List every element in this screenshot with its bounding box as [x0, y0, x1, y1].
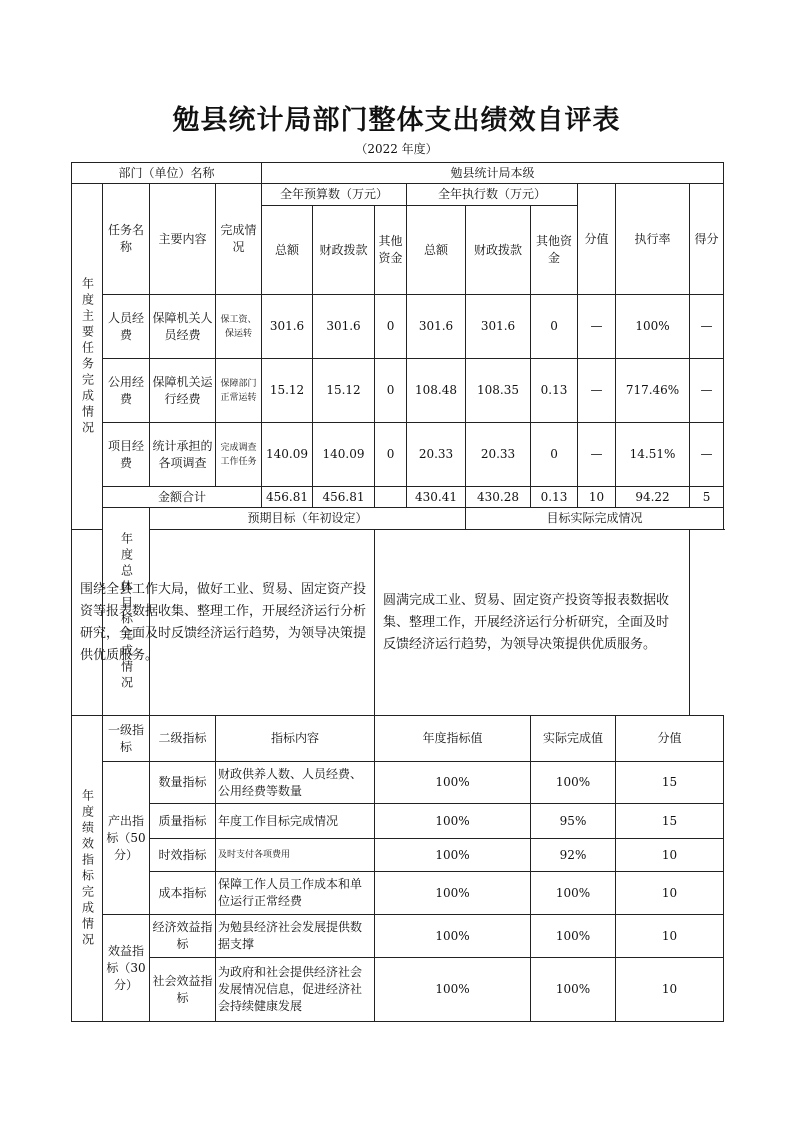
- exec-fiscal: 20.33: [466, 423, 531, 487]
- target-value: 100%: [375, 839, 531, 872]
- table-row: [72, 423, 724, 487]
- score: —: [578, 359, 616, 423]
- sum-row: [72, 487, 724, 508]
- sum-exec-rate: 94.22: [616, 487, 690, 508]
- actual-goal-text: 圆满完成工业、贸易、固定资产投资等报表数据收集、整理工作，开展经济运行分析研究，全面及时反馈经济运行趋势，为领导决策提供优质服务。: [375, 530, 690, 716]
- target-value: 100%: [375, 872, 531, 915]
- exec-other: 0.13: [531, 359, 578, 423]
- indicator-content: 为政府和社会提供经济社会发展情况信息，促进经济社会持续健康发展: [216, 958, 375, 1022]
- task-content: 统计承担的各项调查: [150, 423, 216, 487]
- task-content: 保障机关运行经费: [150, 359, 216, 423]
- exec-fiscal: 108.35: [466, 359, 531, 423]
- sum-exec-total: 430.41: [407, 487, 466, 508]
- sum-exec-other: 0.13: [531, 487, 578, 508]
- sum-label: 金额合计: [103, 487, 262, 508]
- header-budget-fiscal: 财政拨款: [313, 206, 375, 295]
- sum-score: 10: [578, 487, 616, 508]
- sum-exec-fiscal: 430.28: [466, 487, 531, 508]
- sum-budget-other: [375, 487, 407, 508]
- indicator-content: 保障工作人员工作成本和单位运行正常经费: [216, 872, 375, 915]
- header-indicator-content: 指标内容: [216, 716, 375, 762]
- exec-total: 20.33: [407, 423, 466, 487]
- target-value: 100%: [375, 958, 531, 1022]
- header-main-content: 主要内容: [150, 184, 216, 295]
- got: —: [690, 359, 724, 423]
- indicator-content: 年度工作目标完成情况: [216, 804, 375, 839]
- header-actual-value: 实际完成值: [531, 716, 616, 762]
- budget-total: 15.12: [262, 359, 313, 423]
- indicator-score: 10: [616, 915, 724, 958]
- budget-other: 0: [375, 295, 407, 359]
- header-exec-other: 其他资金: [531, 206, 578, 295]
- header-budget-other: 其他资金: [375, 206, 407, 295]
- header-execution: 全年执行数（万元）: [407, 184, 578, 206]
- benefit-indicator-group: 效益指标（30分）: [103, 915, 150, 1022]
- table-row: [72, 762, 724, 804]
- exec-total: 108.48: [407, 359, 466, 423]
- indicator-content: 为勉县经济社会发展提供数据支撑: [216, 915, 375, 958]
- task-content: 保障机关人员经费: [150, 295, 216, 359]
- indicator-score: 10: [616, 839, 724, 872]
- header-task-name: 任务名称: [103, 184, 150, 295]
- table-row: [72, 804, 724, 839]
- level2-name: 质量指标: [150, 804, 216, 839]
- sum-budget-total: 456.81: [262, 487, 313, 508]
- header-budget-total: 总额: [262, 206, 313, 295]
- indicator-content: 财政供养人数、人员经费、公用经费等数量: [216, 762, 375, 804]
- sum-got: 5: [690, 487, 724, 508]
- header-budget: 全年预算数（万元）: [262, 184, 407, 206]
- score: —: [578, 295, 616, 359]
- indicator-score: 15: [616, 804, 724, 839]
- indicator-score: 10: [616, 872, 724, 915]
- section3-side-label: 年度绩效指标完成情况: [72, 716, 103, 1022]
- header-exec-fiscal: 财政拨款: [466, 206, 531, 295]
- performance-table: [71, 162, 724, 1022]
- task-name: 项目经费: [103, 423, 150, 487]
- header-target-value: 年度指标值: [375, 716, 531, 762]
- exec-rate: 14.51%: [616, 423, 690, 487]
- output-indicator-group: 产出指标（50分）: [103, 762, 150, 915]
- actual-value: 95%: [531, 804, 616, 839]
- indicator-content: 及时支付各项费用: [216, 839, 375, 872]
- budget-total: 140.09: [262, 423, 313, 487]
- target-value: 100%: [375, 804, 531, 839]
- dept-value: 勉县统计局本级: [262, 163, 724, 184]
- level2-name: 社会效益指标: [150, 958, 216, 1022]
- budget-other: 0: [375, 359, 407, 423]
- score: —: [578, 423, 616, 487]
- section1-side-label: 年度主要任务完成情况: [72, 184, 103, 530]
- dept-label: 部门（单位）名称: [72, 163, 262, 184]
- header-got: 得分: [690, 184, 724, 295]
- planned-goal-text: 围绕全县工作大局，做好工业、贸易、固定资产投资等报表数据收集、整理工作，开展经济运行分析研究，全面及时反馈经济运行趋势，为领导决策提供优质服务。: [72, 530, 375, 716]
- actual-value: 100%: [531, 915, 616, 958]
- sum-budget-fiscal: 456.81: [313, 487, 375, 508]
- header-exec-total: 总额: [407, 206, 466, 295]
- table-row: [72, 915, 724, 958]
- table-row: [72, 872, 724, 915]
- budget-fiscal: 140.09: [313, 423, 375, 487]
- indicator-score: 10: [616, 958, 724, 1022]
- actual-value: 100%: [531, 872, 616, 915]
- budget-total: 301.6: [262, 295, 313, 359]
- actual-value: 92%: [531, 839, 616, 872]
- table-row: [72, 359, 724, 423]
- header-level2: 二级指标: [150, 716, 216, 762]
- exec-other: 0: [531, 423, 578, 487]
- budget-other: 0: [375, 423, 407, 487]
- table-row: [72, 839, 724, 872]
- exec-other: 0: [531, 295, 578, 359]
- header-indicator-score: 分值: [616, 716, 724, 762]
- section2-side-label: 年度总体目标完成情况: [103, 508, 150, 716]
- budget-fiscal: 301.6: [313, 295, 375, 359]
- level2-name: 成本指标: [150, 872, 216, 915]
- exec-rate: 100%: [616, 295, 690, 359]
- target-value: 100%: [375, 762, 531, 804]
- header-score: 分值: [578, 184, 616, 295]
- got: —: [690, 295, 724, 359]
- exec-rate: 717.46%: [616, 359, 690, 423]
- level2-name: 时效指标: [150, 839, 216, 872]
- task-completion: 保障部门正常运转: [216, 359, 262, 423]
- target-value: 100%: [375, 915, 531, 958]
- header-level1: 一级指标: [103, 716, 150, 762]
- exec-fiscal: 301.6: [466, 295, 531, 359]
- task-completion: 保工资、保运转: [216, 295, 262, 359]
- table-row: [72, 958, 724, 1022]
- year-label: （2022 年度）: [355, 142, 438, 156]
- level2-name: 数量指标: [150, 762, 216, 804]
- task-name: 人员经费: [103, 295, 150, 359]
- header-completion: 完成情况: [216, 184, 262, 295]
- task-name: 公用经费: [103, 359, 150, 423]
- header-planned-goal: 预期目标（年初设定）: [150, 508, 466, 530]
- task-completion: 完成调查工作任务: [216, 423, 262, 487]
- table-row: [72, 295, 724, 359]
- actual-value: 100%: [531, 958, 616, 1022]
- header-exec-rate: 执行率: [616, 184, 690, 295]
- actual-value: 100%: [531, 762, 616, 804]
- page-title: 勉县统计局部门整体支出绩效自评表: [172, 105, 621, 136]
- level2-name: 经济效益指标: [150, 915, 216, 958]
- indicator-score: 15: [616, 762, 724, 804]
- header-actual-goal: 目标实际完成情况: [466, 508, 724, 530]
- exec-total: 301.6: [407, 295, 466, 359]
- got: —: [690, 423, 724, 487]
- budget-fiscal: 15.12: [313, 359, 375, 423]
